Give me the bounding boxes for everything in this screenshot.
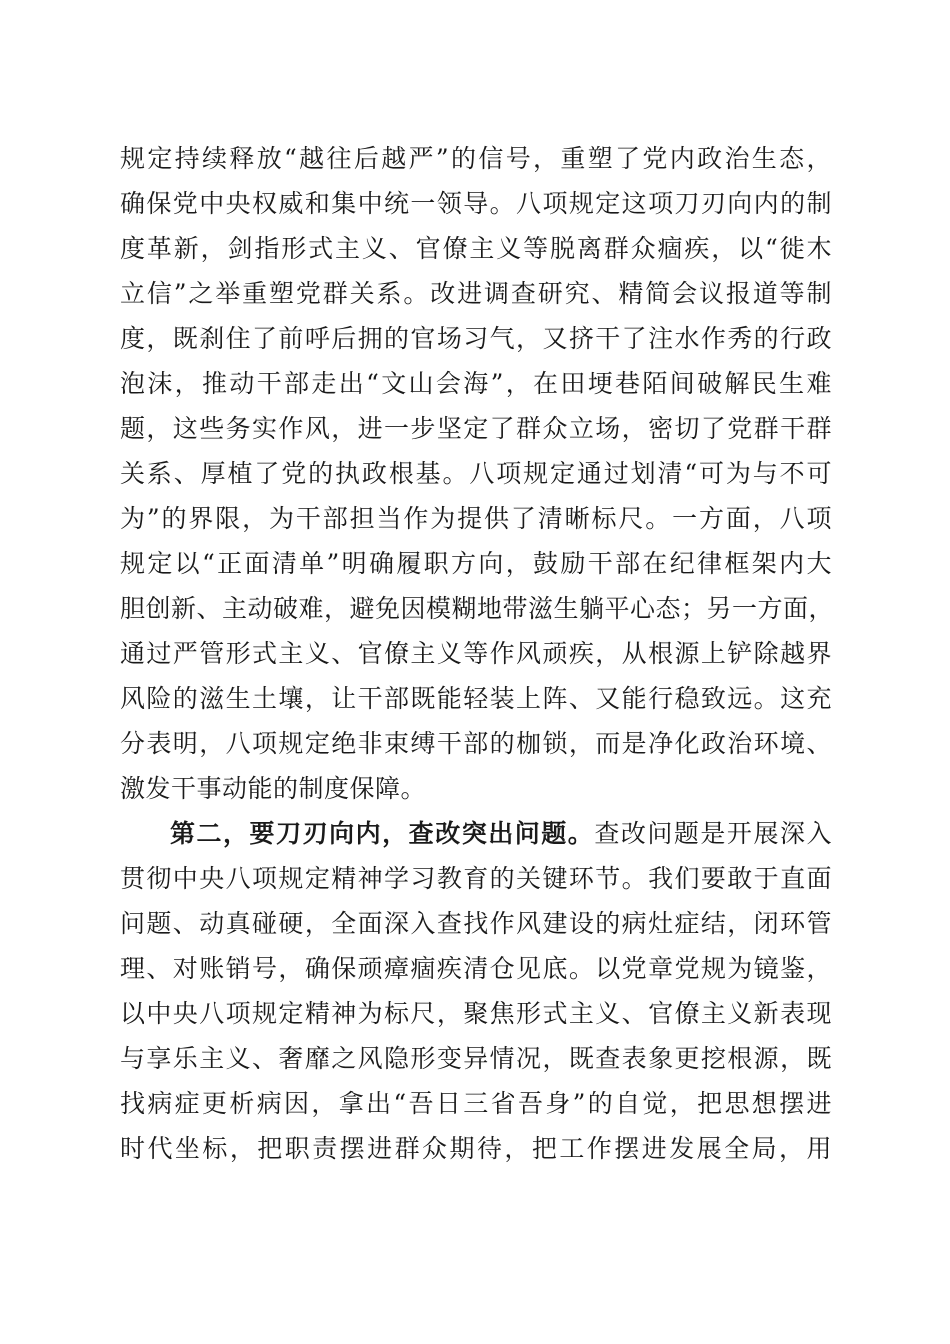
text-line: 通过严管形式主义、官僚主义等作风顽疾，从根源上铲除越界: [120, 639, 832, 668]
text-line: 立信”之举重塑党群关系。改进调查研究、精简会议报道等制: [120, 279, 832, 308]
text-line: 时代坐标，把职责摆进群众期待，把工作摆进发展全局，用: [120, 1134, 832, 1163]
text-line: 与享乐主义、奢靡之风隐形变异情况，既查表象更挖根源，既: [120, 1044, 832, 1073]
document-body: [120, 136, 835, 1171]
text-line: 贯彻中央八项规定精神学习教育的关键环节。我们要敢于直面: [120, 864, 832, 893]
text-line: 胆创新、主动破难，避免因模糊地带滋生躺平心态；另一方面，: [120, 594, 835, 623]
text-line: 问题、动真碰硬，全面深入查找作风建设的病灶症结，闭环管: [120, 909, 832, 938]
text-line: 规定持续释放“越往后越严”的信号，重塑了党内政治生态，: [120, 144, 832, 173]
text-line: 风险的滋生土壤，让干部既能轻装上阵、又能行稳致远。这充: [120, 684, 832, 713]
text-line: 找病症更析病因，拿出“吾日三省吾身”的自觉，把思想摆进: [120, 1089, 832, 1118]
text-line: 激发干事动能的制度保障。: [120, 774, 427, 803]
text-line: 泡沫，推动干部走出“文山会海”，在田埂巷陌间破解民生难: [120, 369, 832, 398]
heading-line-rest: 查改问题是开展深入: [594, 819, 832, 848]
text-line: 关系、厚植了党的执政根基。八项规定通过划清“可为与不可: [120, 459, 832, 488]
section-heading: 第二，要刀刃向内，查改突出问题。: [170, 819, 595, 848]
paragraph-2: [120, 811, 832, 1171]
text-line: 理、对账销号，确保顽瘴痼疾清仓见底。以党章党规为镜鉴，: [120, 954, 832, 983]
text-line: 确保党中央权威和集中统一领导。八项规定这项刀刃向内的制: [120, 189, 832, 218]
text-line: 度革新，剑指形式主义、官僚主义等脱离群众痼疾，以“徙木: [120, 234, 832, 263]
text-line: 规定以“正面清单”明确履职方向，鼓励干部在纪律框架内大: [120, 549, 832, 578]
paragraph-first-line: [120, 811, 832, 856]
paragraph-1: [120, 136, 835, 811]
text-line: 为”的界限，为干部担当作为提供了清晰标尺。一方面，八项: [120, 504, 832, 533]
text-line: 度，既刹住了前呼后拥的官场习气，又挤干了注水作秀的行政: [120, 324, 832, 353]
text-line: 题，这些务实作风，进一步坚定了群众立场，密切了党群干群: [120, 414, 832, 443]
text-line: 分表明，八项规定绝非束缚干部的枷锁，而是净化政治环境、: [120, 729, 832, 758]
text-line: 以中央八项规定精神为标尺，聚焦形式主义、官僚主义新表现: [120, 999, 832, 1028]
